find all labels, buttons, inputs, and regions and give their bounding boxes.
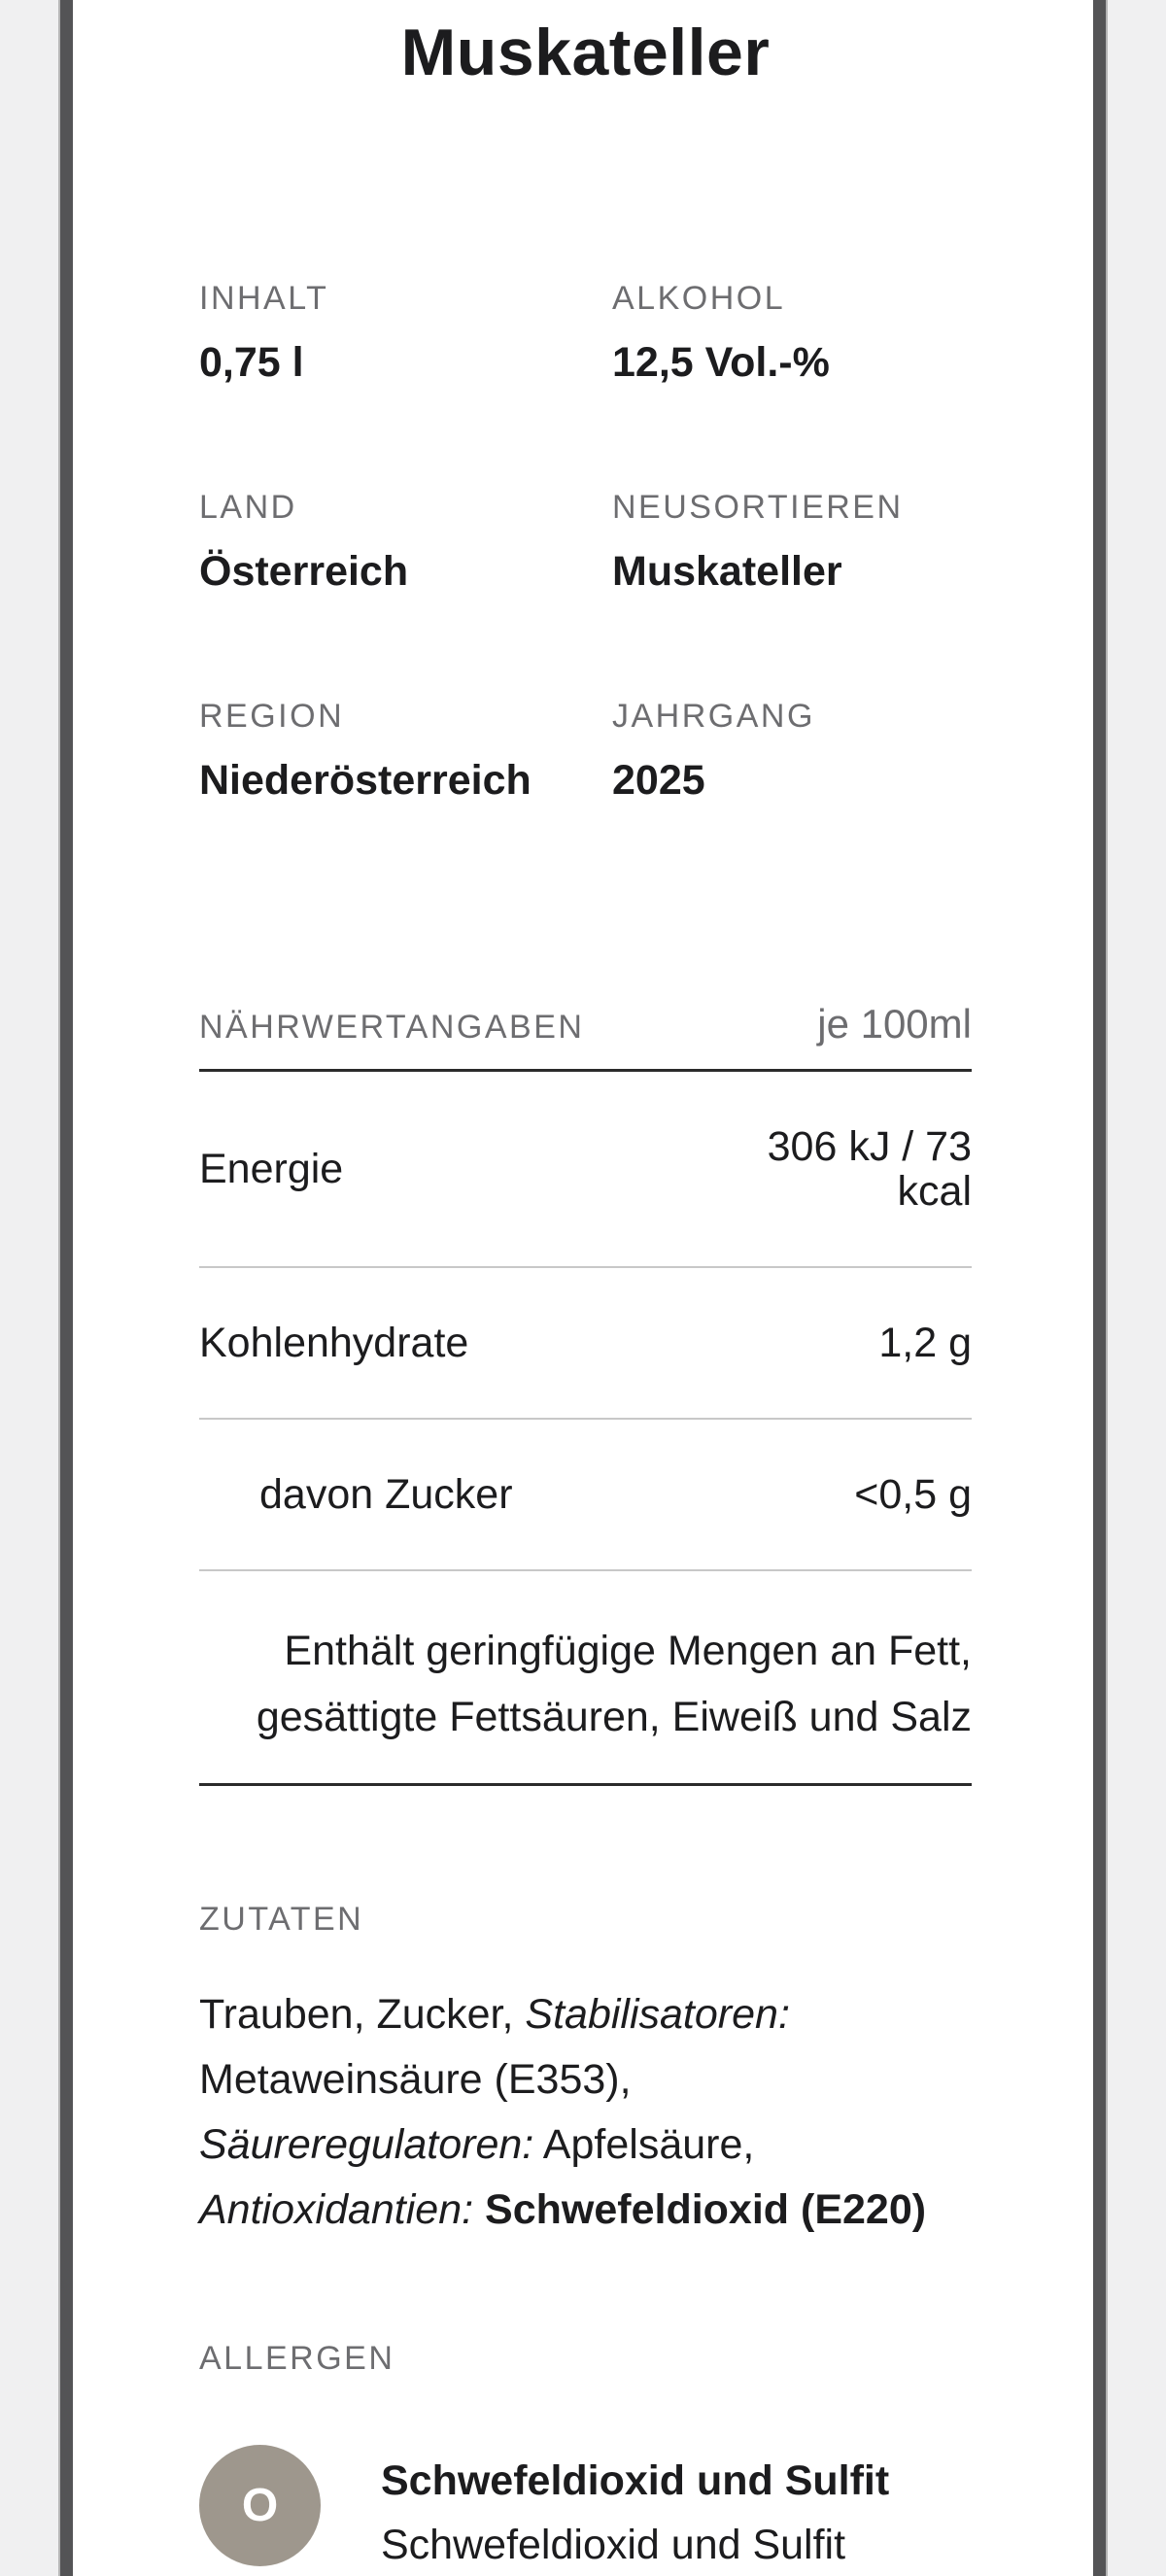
page-title: Muskateller — [400, 16, 771, 89]
per-serving-label: je 100ml — [817, 1001, 972, 1047]
nutrition-label: davon Zucker — [259, 1471, 513, 1518]
nutrition-heading: NÄHRWERTANGABEN — [199, 1009, 585, 1046]
ingredients-segment: Metaweinsäure (E353), — [199, 2056, 632, 2103]
spec-value: 12,5 Vol.-% — [612, 339, 830, 386]
ingredients-text — [199, 1982, 972, 2243]
spec-item-jahrgang — [612, 696, 972, 803]
ingredients-segment: Säureregulatoren: — [199, 2121, 534, 2168]
nutrition-section — [199, 1002, 972, 1786]
spec-value: Muskateller — [612, 548, 842, 595]
allergen-names — [381, 2445, 889, 2576]
spec-item-inhalt — [199, 278, 612, 385]
spec-grid — [199, 278, 972, 803]
nutrition-note — [199, 1571, 972, 1750]
spec-label: JAHRGANG — [612, 698, 815, 735]
spec-label: INHALT — [199, 280, 329, 317]
nutrition-value-line2: kcal — [897, 1168, 972, 1215]
ingredients-segment: Schwefeldioxid (E220) — [485, 2186, 927, 2233]
spec-label: NEUSORTIEREN — [612, 489, 904, 526]
nutrition-label: Energie — [199, 1146, 344, 1192]
ingredients-segment: Antioxidantien: — [199, 2186, 474, 2233]
nutrition-row-kohlenhydrate — [199, 1268, 972, 1420]
spec-value: 0,75 l — [199, 339, 304, 386]
spec-label: REGION — [199, 698, 345, 735]
content-panel — [60, 0, 1106, 2576]
ingredients-segment: Apfelsäure, — [533, 2121, 755, 2168]
spec-value: Niederösterreich — [199, 757, 532, 804]
spec-item-land — [199, 487, 612, 594]
nutrition-value: <0,5 g — [854, 1471, 972, 1518]
nutrition-header — [199, 1002, 972, 1048]
allergens-section — [199, 2338, 972, 2576]
allergen-badge-icon: O — [199, 2445, 321, 2566]
nutrition-value — [768, 1124, 972, 1214]
spec-item-alkohol — [612, 278, 972, 385]
ingredients-section — [199, 1899, 972, 2243]
nutrition-row-energie — [199, 1072, 972, 1268]
spec-item-region — [199, 696, 612, 803]
ingredients-segment — [473, 2186, 485, 2233]
nutrition-value-line1: 306 kJ / 73 — [767, 1123, 972, 1170]
allergen-name-secondary: Schwefeldioxid und Sulfit — [381, 2522, 846, 2568]
product-sheet — [73, 0, 1093, 2576]
nutrition-row-davon-zucker — [199, 1420, 972, 1571]
ingredients-segment: Stabilisatoren: — [525, 1991, 790, 2038]
table-bottom-rule — [199, 1783, 972, 1786]
spec-value: 2025 — [612, 757, 705, 804]
spec-item-neusortieren — [612, 487, 972, 594]
spec-value: Österreich — [199, 548, 409, 595]
spec-label: ALKOHOL — [612, 280, 786, 317]
allergen-item — [199, 2445, 972, 2576]
ingredients-heading: ZUTATEN — [199, 1901, 364, 1938]
nutrition-label: Kohlenhydrate — [199, 1320, 469, 1366]
spec-label: LAND — [199, 489, 297, 526]
allergens-heading: ALLERGEN — [199, 2340, 395, 2377]
nutrition-note-line2: gesättigte Fettsäuren, Eiweiß und Salz — [256, 1694, 972, 1740]
allergen-name-primary: Schwefeldioxid und Sulfit — [381, 2457, 890, 2504]
ingredients-segment: Trauben, Zucker, — [199, 1991, 526, 2038]
nutrition-note-line1: Enthält geringfügige Mengen an Fett, — [284, 1628, 972, 1674]
nutrition-value: 1,2 g — [878, 1320, 972, 1366]
